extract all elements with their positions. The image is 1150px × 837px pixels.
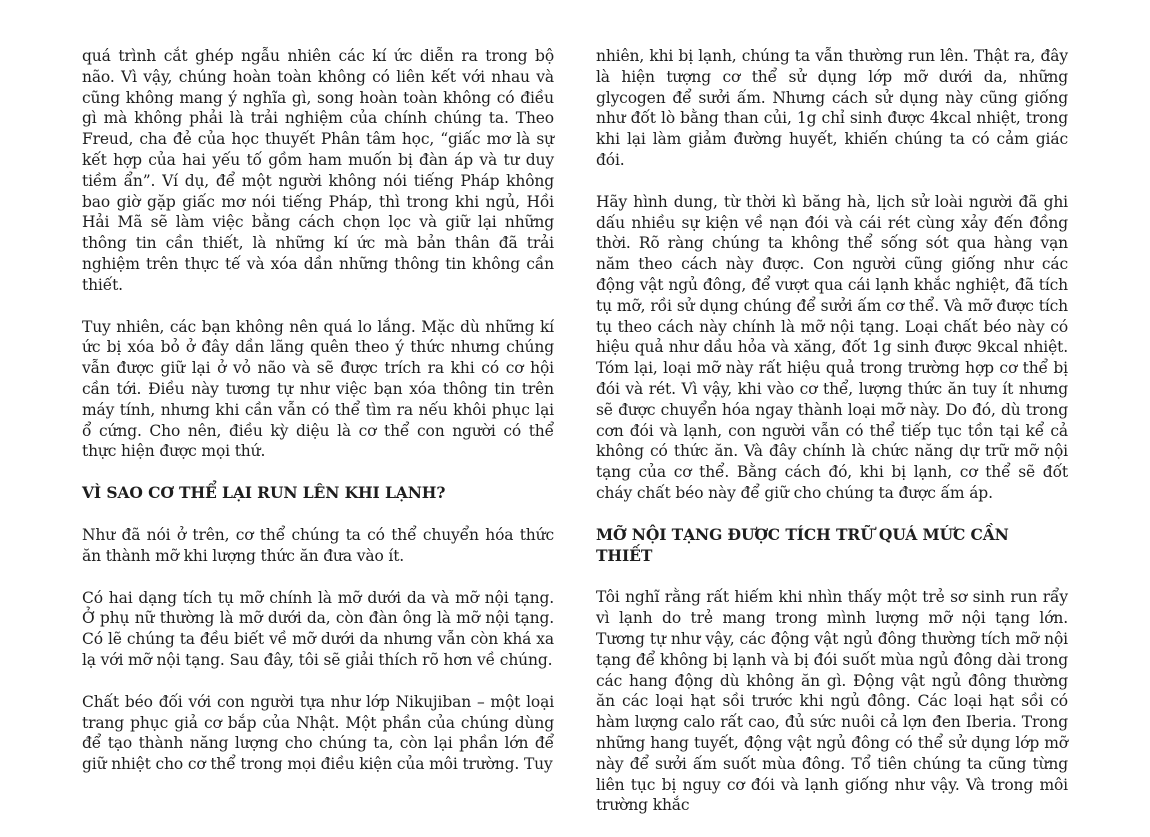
section-heading-visceral-fat: MỠ NỘI TẠNG ĐƯỢC TÍCH TRỮ QUÁ MỨC CẦN THIẾT	[596, 524, 1009, 565]
paragraph-fat-types: Có hai dạng tích tụ mỡ chính là mỡ dưới da và mỡ nội tạng. Ở phụ nữ thường là mỡ dưới da, còn đàn ông là mỡ nội tạng. Có lẽ chúng ta đều biết về mỡ dưới da nhưng vẫn còn khá xa lạ với mỡ nội tạng. Sau đây, tôi sẽ giải thích rõ hơn về chúng.	[82, 588, 554, 669]
section-heading-shiver: VÌ SAO CƠ THỂ LẠI RUN LÊN KHI LẠNH?	[82, 483, 446, 503]
paragraph-shivering-glycogen: nhiên, khi bị lạnh, chúng ta vẫn thường run lên. Thật ra, đây là hiện tượng cơ thể sử dụng lớp mỡ dưới da, những glycogen để sưởi ấm. Nhưng cách sử dụng này cũng giống như đốt lò bằng than củi, 1g chỉ sinh được 4kcal nhiệt, trong khi lại làm giảm đường huyết, khiến chúng ta có cảm giác đói.	[596, 47, 1068, 169]
paragraph-food-to-fat: Như đã nói ở trên, cơ thể chúng ta có thể chuyển hóa thức ăn thành mỡ khi lượng thức ăn đưa vào ít.	[82, 525, 554, 565]
right-column	[596, 46, 1068, 837]
paragraph-ice-age: Hãy hình dung, từ thời kì băng hà, lịch sử loài người đã ghi dấu nhiều sự kiện về nạn đói và cái rét cùng xảy đến đồng thời. Rõ ràng chúng ta không thể sống sót qua hàng vạn năm theo cách này được. Con người cũng giống như các động vật ngủ đông, để vượt qua cái lạnh khắc nghiệt, đã tích tụ mỡ, rồi sử dụng chúng để sưởi ấm cơ thể. Và mỡ được tích tụ theo cách này chính là mỡ nội tạng. Loại chất béo này có hiệu quả như dầu hỏa và xăng, đốt 1g sinh được 9kcal nhiệt. Tóm lại, loại mỡ này rất hiệu quả trong trường hợp cơ thể bị đói và rét. Vì vậy, khi vào cơ thể, lượng thức ăn tuy ít nhưng sẽ được chuyển hóa ngay thành loại mỡ này. Do đó, dù trong cơn đói và lạnh, con người vẫn có thể tiếp tục tồn tại kể cả không có thức ăn. Và đây chính là chức năng dự trữ mỡ nội tạng của cơ thể. Bằng cách đó, khi bị lạnh, cơ thể sẽ đốt cháy chất béo này để giữ cho chúng ta được ấm áp.	[596, 192, 1068, 502]
paragraph-hibernation: Tôi nghĩ rằng rất hiếm khi nhìn thấy một trẻ sơ sinh run rẩy vì lạnh do trẻ mang trong mình lượng mỡ nội tạng lớn. Tương tự như vậy, các động vật ngủ đông thường tích mỡ nội tạng để không bị lạnh và bị đói suốt mùa ngủ đông dài trong các hang động dù không ăn gì. Động vật ngủ đông thường ăn các loại hạt sồi trước khi ngủ đông. Các loại hạt sồi có hàm lượng calo rất cao, đủ sức nuôi cả lợn đen Iberia. Trong những hang tuyết, động vật ngủ đông có thể sử dụng lớp mỡ này để sưởi ấm suốt mùa đông. Tổ tiên chúng ta cũng từng liên tục bị nguy cơ đói và lạnh giống như vậy. Và trong môi trường khắc	[596, 588, 1068, 815]
paragraph-dream-memory: quá trình cắt ghép ngẫu nhiên các kí ức diễn ra trong bộ não. Vì vậy, chúng hoàn toàn không có liên kết với nhau và cũng không mang ý nghĩa gì, song hoàn toàn không có điều gì mà không phải là trải nghiệm của chính chúng ta. Theo Freud, cha đẻ của học thuyết Phân tâm học, “giấc mơ là sự kết hợp của hai yếu tố gồm ham muốn bị đàn áp và tư duy tiềm ẩn”. Ví dụ, để một người không nói tiếng Pháp không bao giờ gặp giấc mơ nói tiếng Pháp, thì trong khi ngủ, Hồi Hải Mã sẽ làm việc bằng cách chọn lọc và giữ lại những thông tin cần thiết, là những kí ức mà bản thân đã trải nghiệm trên thực tế và xóa dần những thông tin không cần thiết.	[82, 47, 554, 294]
paragraph-nikujiban: Chất béo đối với con người tựa như lớp Nikujiban – một loại trang phục giả cơ bắp của Nhật. Một phần của chúng dùng để tạo thành năng lượng cho chúng ta, còn lại phần lớn để giữ nhiệt cho cơ thể trong mọi điều kiện của môi trường. Tuy	[82, 692, 554, 774]
left-column	[82, 46, 554, 796]
paragraph-memory-not-lost: Tuy nhiên, các bạn không nên quá lo lắng. Mặc dù những kí ức bị xóa bỏ ở đây dần lãng quên theo ý thức nhưng chúng vẫn được giữ lại ở vỏ não và sẽ được trích ra khi có cơ hội cần tới. Điều này tương tự như việc bạn xóa thông tin trên máy tính, nhưng khi cần vẫn có thể tìm ra nếu khôi phục lại ổ cứng. Cho nên, điều kỳ diệu là cơ thể con người có thể thực hiện được mọi thứ.	[82, 317, 554, 461]
